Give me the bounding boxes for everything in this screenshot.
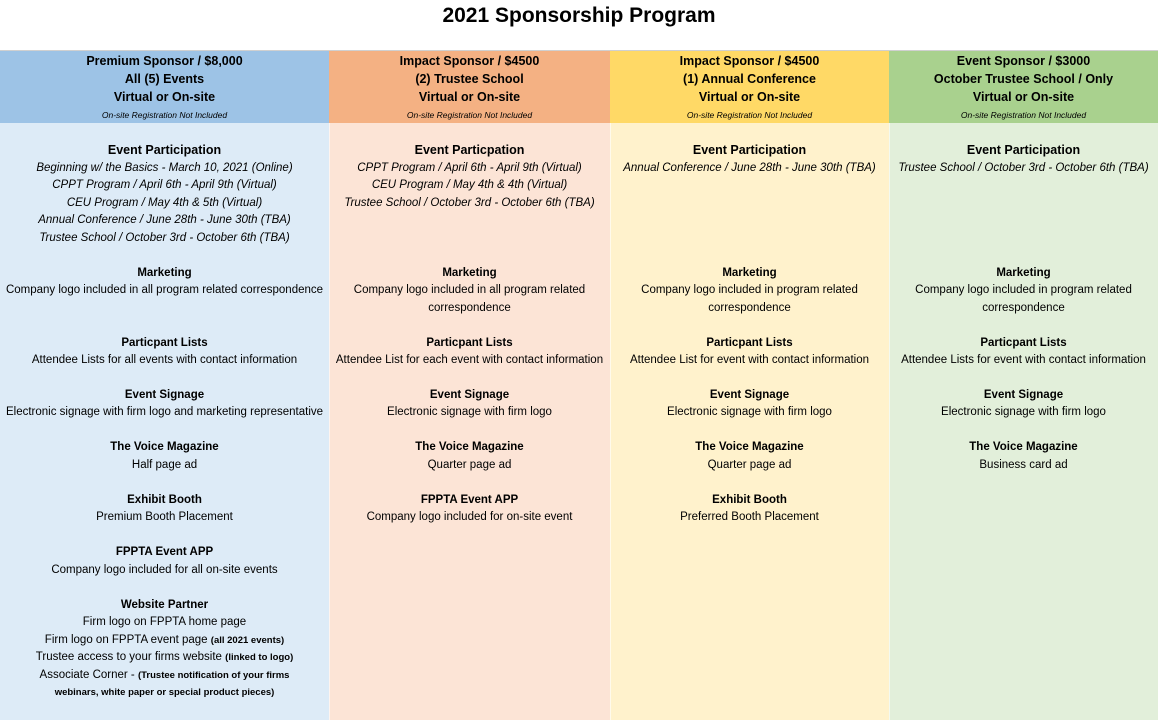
marketing-text: correspondence (982, 302, 1065, 314)
app-heading: FPPTA Event APP (115, 546, 214, 558)
tier-format: Virtual or On-site (418, 90, 521, 104)
participation-heading: Event Participation (107, 143, 222, 157)
registration-note: On-site Registration Not Included (406, 110, 533, 120)
marketing-heading: Marketing (722, 267, 777, 279)
lists-text: Attendee List for each event with contact information (335, 354, 604, 366)
signage-text: Electronic signage with firm logo and marketing representative (5, 406, 324, 418)
tier-name: Event Sponsor / $3000 (956, 54, 1091, 68)
registration-note: On-site Registration Not Included (101, 110, 228, 120)
column-divider (889, 123, 890, 720)
event-item: CPPT Program / April 6th - April 9th (Virtual) (52, 179, 277, 191)
impact-conference-column (610, 51, 889, 720)
app-text: Company logo included for all on-site events (51, 564, 278, 576)
website-line (0, 632, 329, 649)
event-item: Trustee School / October 3rd - October 6th (TBA) (898, 162, 1149, 174)
event-item: CPPT Program / April 6th - April 9th (Virtual) (357, 162, 582, 174)
event-item: CEU Program / May 4th & 5th (Virtual) (66, 197, 263, 209)
lists-text: Attendee Lists for event with contact information (901, 354, 1146, 366)
website-line (0, 649, 329, 666)
event-item: Trustee School / October 3rd - October 6th (TBA) (344, 197, 595, 209)
website-line-text: Associate Corner - (39, 669, 138, 681)
event-item: Beginning w/ the Basics - March 10, 2021 (Online) (36, 162, 293, 174)
voice-heading: The Voice Magazine (969, 441, 1078, 453)
tier-format: Virtual or On-site (698, 90, 801, 104)
event-item: Annual Conference / June 28th - June 30th (TBA) (623, 162, 876, 174)
website-line-note: (linked to logo) (225, 652, 294, 663)
website-line-text: Trustee access to your firms website (35, 651, 226, 663)
website-line-note: (Trustee notification of your firms (137, 670, 290, 681)
tier-name: Impact Sponsor / $4500 (679, 54, 820, 68)
lists-heading: Particpant Lists (121, 337, 208, 349)
column-header (0, 51, 329, 123)
marketing-heading: Marketing (442, 267, 497, 279)
tier-name: Impact Sponsor / $4500 (399, 54, 540, 68)
column-body (329, 123, 610, 720)
tier-events: All (5) Events (124, 72, 205, 86)
website-line: Firm logo on FPPTA home page (82, 616, 247, 628)
lists-heading: Particpant Lists (426, 337, 513, 349)
voice-text: Quarter page ad (707, 459, 792, 471)
participation-heading: Event Particpation (414, 143, 525, 157)
signage-heading: Event Signage (124, 389, 205, 401)
event-sponsor-column (889, 51, 1158, 720)
event-item: CEU Program / May 4th & 4th (Virtual) (371, 179, 568, 191)
event-item: Trustee School / October 3rd - October 6th (TBA) (39, 232, 290, 244)
voice-text: Quarter page ad (427, 459, 512, 471)
marketing-heading: Marketing (137, 267, 192, 279)
impact-trustee-column (329, 51, 610, 720)
marketing-text: Company logo included in program related (915, 284, 1132, 296)
tier-events: (1) Annual Conference (683, 72, 816, 86)
lists-text: Attendee List for event with contact information (629, 354, 870, 366)
column-divider (610, 123, 611, 720)
registration-note: On-site Registration Not Included (686, 110, 813, 120)
marketing-text: correspondence (428, 302, 511, 314)
marketing-text: Company logo included in all program related correspondence (5, 284, 324, 296)
website-line-text: Firm logo on FPPTA event page (44, 634, 211, 646)
participation-heading: Event Participation (692, 143, 807, 157)
signage-heading: Event Signage (983, 389, 1064, 401)
column-body (610, 123, 889, 720)
tier-format: Virtual or On-site (972, 90, 1075, 104)
marketing-text: Company logo included in program related (641, 284, 858, 296)
event-item: Annual Conference / June 28th - June 30th (TBA) (38, 214, 291, 226)
app-heading: FPPTA Event APP (420, 494, 519, 506)
voice-heading: The Voice Magazine (110, 441, 219, 453)
marketing-text: Company logo included in all program related (353, 284, 586, 296)
column-divider (329, 123, 330, 720)
marketing-text: correspondence (708, 302, 791, 314)
tier-events: October Trustee School / Only (933, 72, 1114, 86)
voice-heading: The Voice Magazine (695, 441, 804, 453)
signage-text: Electronic signage with firm logo (387, 406, 552, 418)
booth-text: Preferred Booth Placement (680, 511, 819, 523)
column-body (0, 123, 329, 720)
website-line-note: (all 2021 events) (210, 635, 285, 646)
page-title: 2021 Sponsorship Program (442, 4, 716, 27)
signage-text: Electronic signage with firm logo (941, 406, 1106, 418)
signage-heading: Event Signage (429, 389, 510, 401)
website-line (0, 667, 329, 684)
column-header (889, 51, 1158, 123)
booth-heading: Exhibit Booth (712, 494, 787, 506)
column-header (610, 51, 889, 123)
participation-heading: Event Participation (966, 143, 1081, 157)
premium-sponsor-column (0, 51, 329, 720)
registration-note: On-site Registration Not Included (960, 110, 1087, 120)
booth-text: Premium Booth Placement (96, 511, 233, 523)
marketing-heading: Marketing (996, 267, 1051, 279)
voice-heading: The Voice Magazine (415, 441, 524, 453)
app-text: Company logo included for on-site event (366, 511, 573, 523)
website-line: webinars, white paper or special product pieces) (54, 687, 275, 698)
signage-text: Electronic signage with firm logo (667, 406, 832, 418)
tier-name: Premium Sponsor / $8,000 (86, 54, 243, 68)
lists-text: Attendee Lists for all events with contact information (31, 354, 298, 366)
booth-heading: Exhibit Booth (127, 494, 202, 506)
column-body (889, 123, 1158, 720)
lists-heading: Particpant Lists (980, 337, 1067, 349)
website-heading: Website Partner (120, 599, 209, 611)
voice-text: Business card ad (979, 459, 1068, 471)
voice-text: Half page ad (131, 459, 198, 471)
lists-heading: Particpant Lists (706, 337, 793, 349)
column-header (329, 51, 610, 123)
tier-format: Virtual or On-site (113, 90, 216, 104)
signage-heading: Event Signage (709, 389, 790, 401)
tier-events: (2) Trustee School (415, 72, 524, 86)
